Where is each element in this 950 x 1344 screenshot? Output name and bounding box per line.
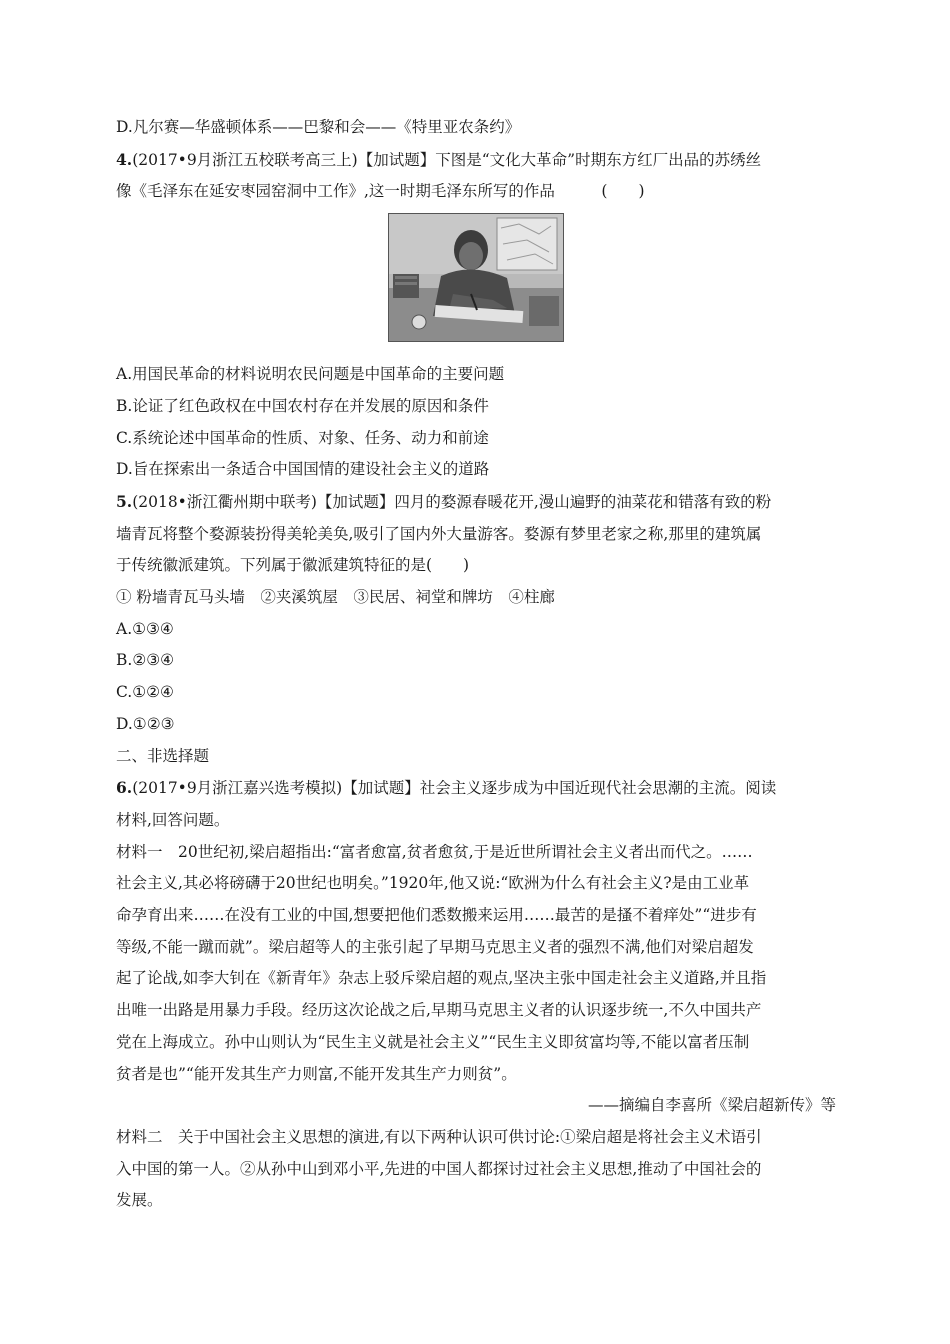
q5-stem-line-1: 5.(2018•浙江衢州期中联考)【加试题】四月的婺源春暖花开,漫山遍野的油菜花和错落有致的粉: [116, 491, 772, 511]
material1-source: ——摘编自李喜所《梁启超新传》等: [587, 1096, 836, 1115]
q5-option-a: A.①③④: [116, 619, 174, 638]
q4-option-b: B.论证了红色政权在中国农村存在并发展的原因和条件: [116, 396, 489, 415]
q4-option-c: C.系统论述中国革命的性质、对象、任务、动力和前途: [116, 428, 489, 447]
q5-option-b: B.②③④: [116, 651, 175, 670]
q5-stem-line-3: 于传统徽派建筑。下列属于徽派建筑特征的是( ): [116, 556, 470, 575]
material1-line: 材料一 20世纪初,梁启超指出:“富者愈富,贫者愈贫,于是近世所谓社会主义者出而代之。……: [116, 842, 753, 861]
q4-stem-line-2: 像《毛泽东在延安枣园窑洞中工作》,这一时期毛泽东所写的作品 ( ): [116, 182, 645, 201]
material1-line: 起了论战,如李大钊在《新青年》杂志上驳斥梁启超的观点,坚决主张中国走社会主义道路,并且指: [116, 969, 767, 988]
document-page: [116, 112, 836, 1217]
q6-stem-line-1: 6.(2017•9月浙江嘉兴选考模拟)【加试题】社会主义逐步成为中国近现代社会思潮的主流。阅读: [116, 778, 777, 798]
q4-option-d: D.旨在探索出一条适合中国国情的建设社会主义的道路: [116, 460, 490, 479]
section-heading-non-choice: 二、非选择题: [116, 746, 210, 765]
material2-line: 入中国的第一人。②从孙中山到邓小平,先进的中国人都探讨过社会主义思想,推动了中国社会的: [116, 1159, 762, 1178]
embroidery-photo-mao-at-desk: [388, 213, 564, 342]
material2-line: 材料二 关于中国社会主义思想的演进,有以下两种认识可供讨论:①梁启超是将社会主义术语引: [116, 1127, 762, 1146]
q4-stem-line-1: 4.(2017•9月浙江五校联考高三上)【加试题】下图是“文化大革命”时期东方红厂出品的苏绣丝: [116, 149, 762, 169]
material1-line: 党在上海成立。孙中山则认为“民生主义就是社会主义”“民生主义即贫富均等,不能以富者压制: [116, 1032, 750, 1051]
material2-line: 发展。: [116, 1191, 163, 1210]
material1-line: 等级,不能一蹴而就”。梁启超等人的主张引起了早期马克思主义者的强烈不满,他们对梁启超发: [116, 937, 754, 956]
q5-stem-line-2: 墙青瓦将整个婺源装扮得美轮美奂,吸引了国内外大量游客。婺源有梦里老家之称,那里的建筑属: [116, 524, 762, 543]
q5-items: ① 粉墙青瓦马头墙 ②夹溪筑屋 ③民居、祠堂和牌坊 ④柱廊: [116, 588, 555, 607]
q5-option-d: D.①②③: [116, 714, 175, 733]
q4-option-a: A.用国民革命的材料说明农民问题是中国革命的主要问题: [116, 365, 505, 384]
q4-number: 4.: [116, 149, 133, 169]
material1-line: 贫者是也”“能开发其生产力则富,不能开发其生产力则贫”。: [116, 1064, 517, 1083]
q5-number: 5.: [116, 491, 133, 511]
material1-line: 出唯一出路是用暴力手段。经历这次论战之后,早期马克思主义者的认识逐步统一,不久中国共产: [116, 1001, 762, 1020]
material1-line: 社会主义,其必将磅礴于20世纪也明矣。”1920年,他又说:“欧洲为什么有社会主义?是由工业革: [116, 874, 750, 893]
material1-line: 命孕育出来……在没有工业的中国,想要把他们悉数搬来运用……最苦的是搔不着痒处”“进步有: [116, 906, 757, 925]
q6-stem-line-2: 材料,回答问题。: [116, 810, 230, 829]
q4-figure: [116, 208, 836, 351]
q3-option-d: D.凡尔赛—华盛顿体系——巴黎和会——《特里亚农条约》: [116, 118, 521, 136]
q5-option-c: C.①②④: [116, 683, 174, 702]
q6-number: 6.: [116, 778, 133, 798]
